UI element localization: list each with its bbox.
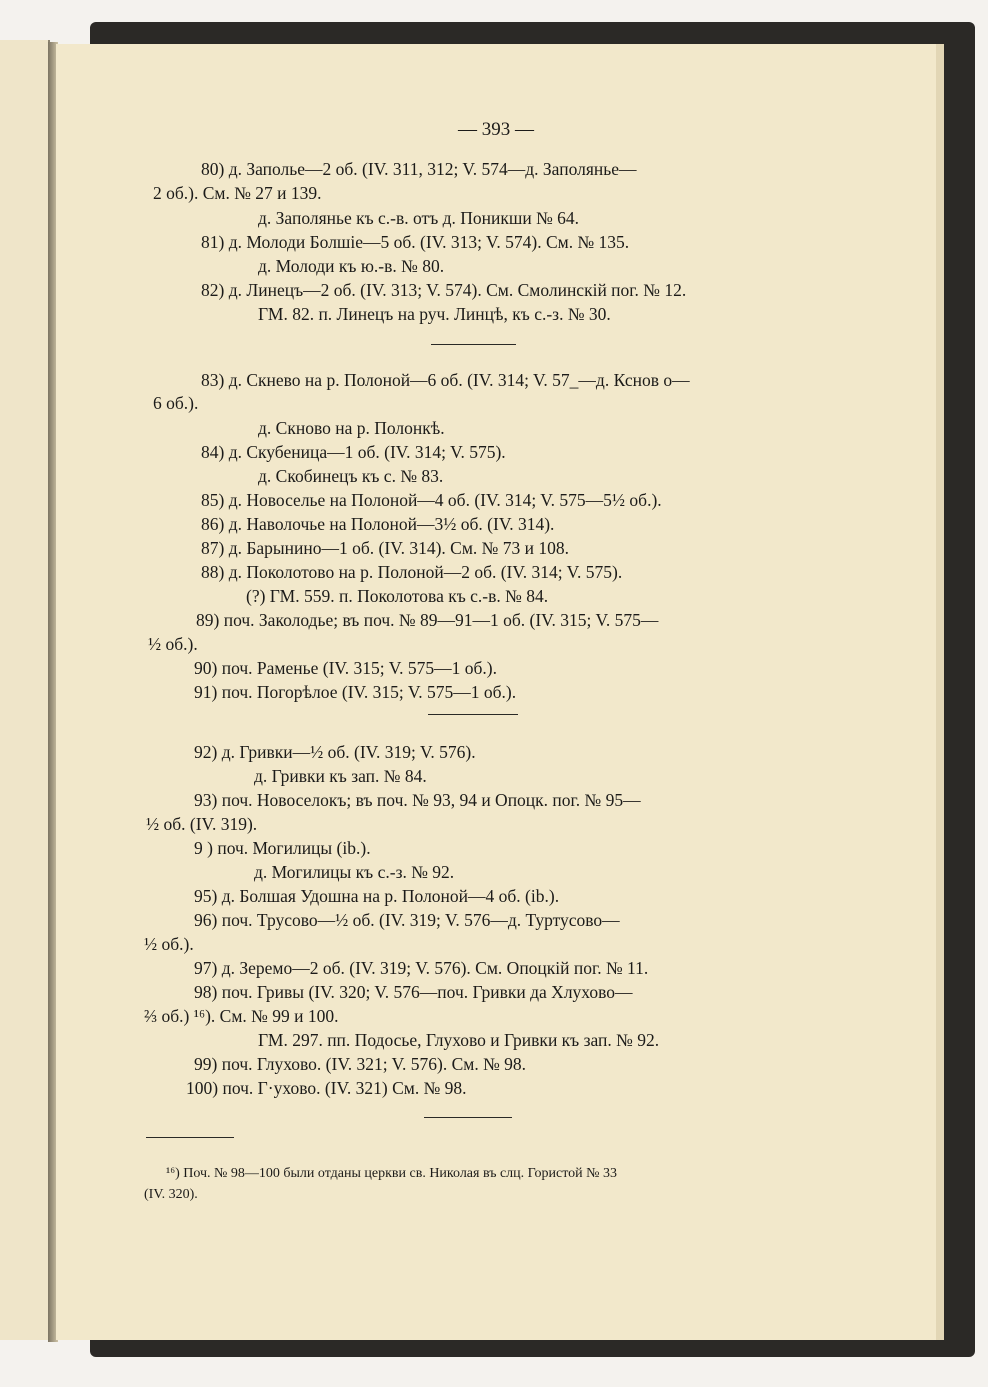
- entry-line: д. Могилицы къ с.-з. № 92.: [254, 862, 455, 882]
- book-page: [56, 44, 936, 1340]
- entry-line: д. Молоди къ ю.-в. № 80.: [258, 256, 445, 276]
- entry-line: ⅔ об.) ¹⁶). См. № 99 и 100.: [144, 1006, 339, 1026]
- entry-line: ½ об.).: [148, 634, 198, 654]
- entry-line: 89) поч. Заколодье; въ поч. № 89—91—1 об. (IV. 315; V. 575—: [196, 610, 659, 630]
- entry-line: 91) поч. Погорѣлое (IV. 315; V. 575—1 об.).: [194, 682, 517, 702]
- entry-line: (?) ГМ. 559. п. Поколотова къ с.-в. № 84.: [246, 586, 549, 606]
- entry-line: 93) поч. Новоселокъ; въ поч. № 93, 94 и Опоцк. пог. № 95—: [194, 790, 641, 810]
- entry-line: 98) поч. Гривы (IV. 320; V. 576—поч. Гривки да Хлухово—: [194, 982, 633, 1002]
- entry-line: 99) поч. Глухово. (IV. 321; V. 576). См. № 98.: [194, 1054, 527, 1074]
- entry-line: 96) поч. Трусово—½ об. (IV. 319; V. 576—д. Туртусово—: [194, 910, 620, 930]
- entry-line: 92) д. Гривки—½ об. (IV. 319; V. 576).: [194, 742, 476, 762]
- entry-line: 97) д. Зеремо—2 об. (IV. 319; V. 576). См. Опоцкій пог. № 11.: [194, 958, 649, 978]
- entry-line: 90) поч. Раменье (IV. 315; V. 575—1 об.).: [194, 658, 497, 678]
- footnote-line: (IV. 320).: [144, 1187, 198, 1202]
- section-divider: [431, 344, 516, 345]
- entry-line: 6 об.).: [153, 393, 199, 413]
- footnote-line: ¹⁶) Поч. № 98—100 были отданы церкви св. Николая въ слц. Гористой № 33: [166, 1166, 618, 1181]
- entry-line: д. Гривки къ зап. № 84.: [254, 766, 427, 786]
- entry-line: 80) д. Заполье—2 об. (IV. 311, 312; V. 574—д. Заполянье—: [201, 159, 637, 179]
- entry-line: ГМ. 297. пп. Подосье, Глухово и Гривки къ зап. № 92.: [258, 1030, 660, 1050]
- entry-line: 81) д. Молоди Болшіе—5 об. (IV. 313; V. 574). См. № 135.: [201, 232, 630, 252]
- page-number: — 393 —: [458, 119, 534, 140]
- entry-line: 9 ) поч. Могилицы (ib.).: [194, 838, 371, 858]
- entry-line: д. Скново на р. Полонкѣ.: [258, 418, 445, 438]
- entry-line: ГМ. 82. п. Линецъ на руч. Линцѣ, къ с.-з. № 30.: [258, 304, 611, 324]
- footnote-divider: [146, 1137, 234, 1138]
- left-page-edge: [0, 40, 50, 1340]
- section-divider: [428, 714, 518, 715]
- entry-line: д. Скобинецъ къ с. № 83.: [258, 466, 444, 486]
- section-divider: [424, 1117, 512, 1118]
- entry-line: 83) д. Скнево на р. Полоной—6 об. (IV. 314; V. 57_—д. Кснов о—: [201, 370, 690, 390]
- entry-line: 86) д. Наволочье на Полоной—3½ об. (IV. 314).: [201, 514, 555, 534]
- entry-line: 82) д. Линецъ—2 об. (IV. 313; V. 574). См. Смолинскій пог. № 12.: [201, 280, 687, 300]
- entry-line: ½ об.).: [144, 934, 194, 954]
- entry-line: 95) д. Болшая Удошна на р. Полоной—4 об. (ib.).: [194, 886, 560, 906]
- entry-line: ½ об. (IV. 319).: [146, 814, 258, 834]
- entry-line: 100) поч. Г·ухово. (IV. 321) См. № 98.: [186, 1078, 467, 1098]
- entry-line: д. Заполянье къ с.-в. отъ д. Поникши № 64.: [258, 208, 580, 228]
- entry-line: 87) д. Барынино—1 об. (IV. 314). См. № 73 и 108.: [201, 538, 569, 558]
- page-edge: [936, 44, 944, 1340]
- entry-line: 88) д. Поколотово на р. Полоной—2 об. (IV. 314; V. 575).: [201, 562, 623, 582]
- entry-line: 2 об.). См. № 27 и 139.: [153, 183, 322, 203]
- entry-line: 84) д. Скубеница—1 об. (IV. 314; V. 575).: [201, 442, 506, 462]
- entry-line: 85) д. Новоселье на Полоной—4 об. (IV. 314; V. 575—5½ об.).: [201, 490, 662, 510]
